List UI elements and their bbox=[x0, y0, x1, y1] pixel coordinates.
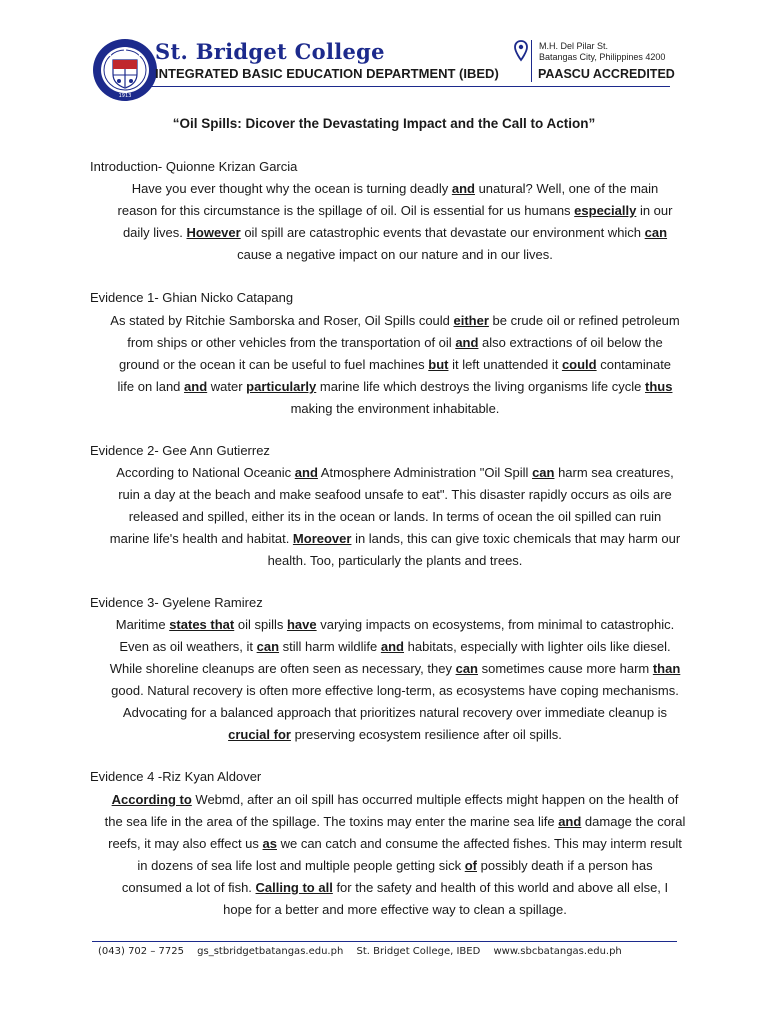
line-text: oil spill are catastrophic events that devastate our environment which bbox=[240, 225, 645, 240]
line-text: Atmosphere Administration "Oil Spill bbox=[317, 465, 533, 480]
line-text: varying impacts on ecosystems, from minimal to catastrophic. bbox=[316, 617, 675, 632]
emphasized-word: and bbox=[380, 639, 405, 654]
paragraph-line bbox=[88, 877, 702, 899]
line-text: also extractions of oil below the bbox=[478, 335, 663, 350]
section-paragraph-evidence-3 bbox=[88, 614, 702, 746]
line-text: in dozens of sea life lost and multiple people getting sick bbox=[137, 858, 465, 873]
line-text: the sea life in the area of the spillage. The toxins may enter the marine sea life bbox=[104, 814, 559, 829]
line-text: good. Natural recovery is often more effective long-term, as ecosystems have coping mechanisms. bbox=[111, 683, 679, 698]
emphasized-word: Calling to all bbox=[255, 880, 333, 895]
line-text: preserving ecosystem resilience after oil spills. bbox=[290, 727, 562, 742]
paragraph-line bbox=[88, 484, 702, 506]
line-text: for the safety and health of this world and above all else, I bbox=[332, 880, 669, 895]
paragraph-line bbox=[88, 332, 702, 354]
line-text: contaminate bbox=[596, 357, 672, 372]
line-text: habitats, especially with lighter oils like diesel. bbox=[404, 639, 671, 654]
header-divider bbox=[531, 40, 532, 82]
paragraph-line bbox=[88, 789, 702, 811]
emphasized-word: as bbox=[262, 836, 277, 851]
emphasized-word: can bbox=[455, 661, 478, 676]
line-text: from ships or other vehicles from the transportation of oil bbox=[127, 335, 456, 350]
line-text: marine life which destroys the living organisms life cycle bbox=[316, 379, 646, 394]
line-text: marine life's health and habitat. bbox=[109, 531, 293, 546]
line-text: ground or the ocean it can be useful to fuel machines bbox=[118, 357, 429, 372]
line-text: released and spilled, either its in the ocean or lands. In terms of ocean the oil spilled can ruin bbox=[128, 509, 662, 524]
line-text: Advocating for a balanced approach that prioritizes natural recovery over immediate cleanup is bbox=[122, 705, 668, 720]
paragraph-line bbox=[88, 244, 702, 266]
line-text: ruin a day at the beach and make seafood unsafe to eat". This disaster rapidly occurs as oils are bbox=[118, 487, 672, 502]
paragraph-line bbox=[88, 550, 702, 572]
paragraph-line bbox=[88, 398, 702, 420]
line-text: Even as oil weathers, it bbox=[119, 639, 257, 654]
section-paragraph-evidence-4 bbox=[88, 789, 702, 921]
line-text: hope for a better and more effective way to clean a spillage. bbox=[223, 902, 567, 917]
emphasized-word: and bbox=[455, 335, 479, 350]
paragraph-line bbox=[88, 528, 702, 550]
emphasized-word: and bbox=[184, 379, 208, 394]
document-title: “Oil Spills: Dicover the Devastating Impact and the Call to Action” bbox=[172, 116, 596, 131]
line-text: health. Too, particularly the plants and trees. bbox=[267, 553, 523, 568]
line-text: be crude oil or refined petroleum bbox=[488, 313, 680, 328]
emphasized-word: crucial for bbox=[228, 727, 291, 742]
line-text: in lands, this can give toxic chemicals that may harm our bbox=[351, 531, 681, 546]
emphasized-word: could bbox=[561, 357, 597, 372]
line-text: Have you ever thought why the ocean is turning deadly bbox=[131, 181, 452, 196]
paragraph-line bbox=[88, 376, 702, 398]
paragraph-line bbox=[88, 724, 702, 746]
paragraph-line bbox=[88, 222, 702, 244]
line-text: possibly death if a person has bbox=[477, 858, 653, 873]
emphasized-word: can bbox=[256, 639, 280, 654]
paragraph-line bbox=[88, 462, 702, 484]
line-text: making the environment inhabitable. bbox=[290, 401, 500, 416]
emphasized-word: According to bbox=[111, 792, 192, 807]
line-text: Maritime bbox=[115, 617, 170, 632]
paragraph-line bbox=[88, 178, 702, 200]
paragraph-line bbox=[88, 658, 702, 680]
line-text: As stated by Ritchie Samborska and Roser, Oil Spills could bbox=[110, 313, 454, 328]
header-rule bbox=[150, 86, 670, 87]
emphasized-word: and bbox=[558, 814, 582, 829]
paragraph-line bbox=[88, 200, 702, 222]
emphasized-word: than bbox=[652, 661, 681, 676]
line-text: life on land bbox=[117, 379, 185, 394]
footer-rule bbox=[92, 941, 677, 942]
address-line-1: M.H. Del Pilar St. bbox=[539, 41, 609, 51]
footer-website[interactable]: www.sbcbatangas.edu.ph bbox=[493, 946, 622, 957]
emphasized-word: have bbox=[286, 617, 317, 632]
line-text: sometimes cause more harm bbox=[478, 661, 653, 676]
emphasized-word: especially bbox=[574, 203, 637, 218]
paragraph-line bbox=[88, 833, 702, 855]
paragraph-line bbox=[88, 354, 702, 376]
line-text: While shoreline cleanups are often seen as necessary, they bbox=[109, 661, 456, 676]
line-text: water bbox=[207, 379, 247, 394]
section-heading-introduction: Introduction- Quionne Krizan Garcia bbox=[90, 159, 298, 174]
address bbox=[539, 41, 665, 63]
footer-org: St. Bridget College, IBED bbox=[356, 946, 481, 957]
department-name: INTEGRATED BASIC EDUCATION DEPARTMENT (IBED) bbox=[155, 66, 499, 81]
emphasized-word: can bbox=[532, 465, 555, 480]
line-text: unatural? Well, one of the main bbox=[474, 181, 659, 196]
line-text: daily lives. bbox=[122, 225, 187, 240]
paragraph-line bbox=[88, 680, 702, 702]
line-text: still harm wildlife bbox=[279, 639, 381, 654]
college-name: St. Bridget College bbox=[155, 39, 385, 64]
seal-year: 1913 bbox=[118, 93, 132, 99]
footer-phone: (043) 702 – 7725 bbox=[98, 946, 184, 957]
line-text: oil spills bbox=[234, 617, 287, 632]
line-text: reefs, it may also effect us bbox=[108, 836, 263, 851]
line-text: consumed a lot of fish. bbox=[121, 880, 256, 895]
paragraph-line bbox=[88, 811, 702, 833]
paragraph-line bbox=[88, 310, 702, 332]
emphasized-word: and bbox=[451, 181, 475, 196]
paragraph-line bbox=[88, 636, 702, 658]
line-text: According to National Oceanic bbox=[116, 465, 295, 480]
emphasized-word: states that bbox=[169, 617, 235, 632]
emphasized-word: and bbox=[294, 465, 318, 480]
emphasized-word: thus bbox=[645, 379, 673, 394]
line-text: Webmd, after an oil spill has occurred multiple effects might happen on the health of bbox=[191, 792, 679, 807]
line-text: we can catch and consume the affected fishes. This may interm result bbox=[276, 836, 682, 851]
address-line-2: Batangas City, Philippines 4200 bbox=[539, 52, 666, 62]
college-seal-icon bbox=[92, 38, 158, 102]
emphasized-word: can bbox=[644, 225, 668, 240]
emphasized-word: particularly bbox=[246, 379, 317, 394]
emphasized-word: either bbox=[453, 313, 489, 328]
paragraph-line bbox=[88, 899, 702, 921]
section-paragraph-evidence-1 bbox=[88, 310, 702, 420]
section-paragraph-introduction bbox=[88, 178, 702, 266]
accreditation-label: PAASCU ACCREDITED bbox=[538, 67, 675, 81]
section-heading-evidence-4: Evidence 4 -Riz Kyan Aldover bbox=[90, 769, 262, 784]
line-text: reason for this circumstance is the spillage of oil. Oil is essential for us humans bbox=[117, 203, 575, 218]
line-text: it left unattended it bbox=[448, 357, 562, 372]
footer-email: gs_stbridgetbatangas.edu.ph bbox=[197, 946, 344, 957]
section-heading-evidence-1: Evidence 1- Ghian Nicko Catapang bbox=[90, 290, 294, 305]
section-heading-evidence-3: Evidence 3- Gyelene Ramirez bbox=[90, 595, 263, 610]
emphasized-word: Moreover bbox=[292, 531, 352, 546]
section-heading-evidence-2: Evidence 2- Gee Ann Gutierrez bbox=[90, 443, 270, 458]
map-pin-icon bbox=[514, 40, 528, 62]
line-text: in our bbox=[636, 203, 673, 218]
emphasized-word: of bbox=[464, 858, 478, 873]
paragraph-line bbox=[88, 614, 702, 636]
paragraph-line bbox=[88, 702, 702, 724]
line-text: harm sea creatures, bbox=[554, 465, 674, 480]
paragraph-line bbox=[88, 855, 702, 877]
line-text: cause a negative impact on our nature and in our lives. bbox=[237, 247, 553, 262]
section-paragraph-evidence-2 bbox=[88, 462, 702, 572]
emphasized-word: However bbox=[186, 225, 241, 240]
emphasized-word: but bbox=[428, 357, 449, 372]
footer bbox=[98, 946, 632, 957]
line-text: damage the coral bbox=[581, 814, 686, 829]
paragraph-line bbox=[88, 506, 702, 528]
